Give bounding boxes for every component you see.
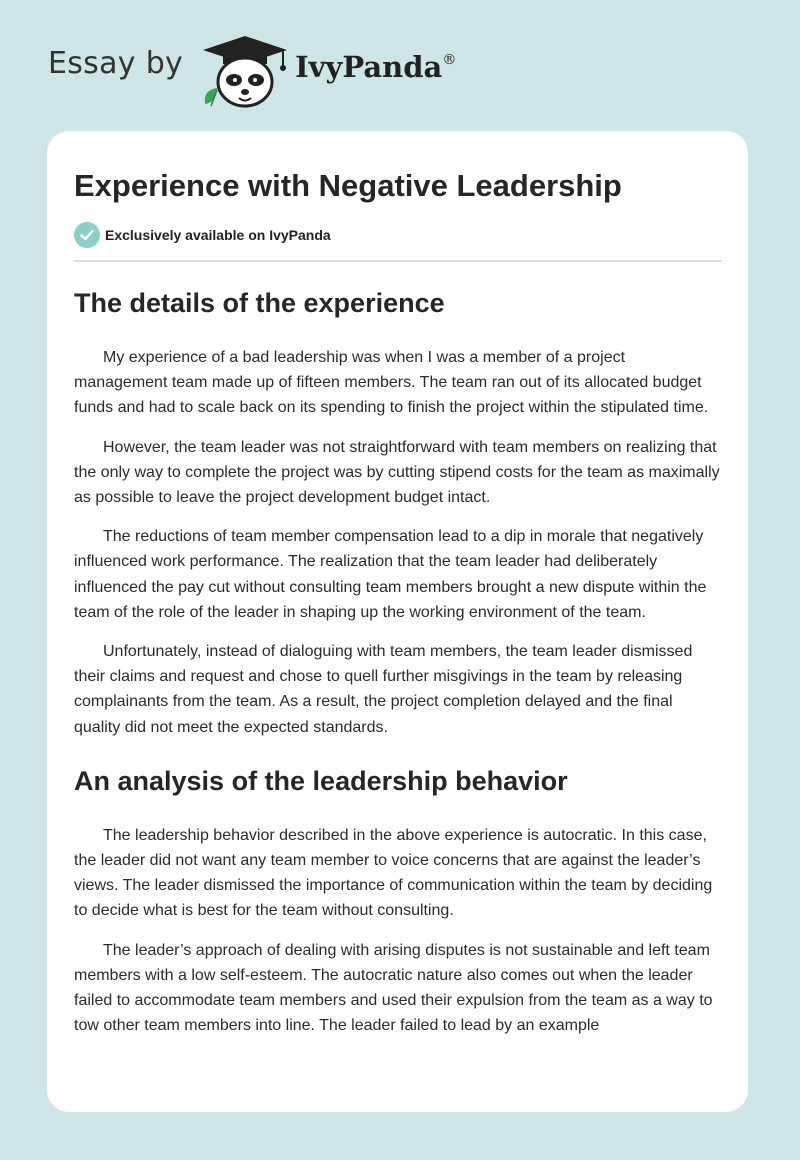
- brand-name[interactable]: IvyPanda®: [295, 50, 457, 84]
- paragraph: The reductions of team member compensation lead to a dip in morale that negatively influenced work performance. The realization that the team leader had deliberately influenced the pay cut without consulting team members brought a new dispute within the team of the role of the leader in shaping up the working environment of the team.: [74, 528, 707, 621]
- essay-by-label: Essay by: [48, 45, 184, 81]
- paragraph: Unfortunately, instead of dialoguing with team members, the team leader dismissed their claims and request and chose to quell further misgivings in the team by releasing complainants from the team. As a result, the project completion delayed and the final quality did not meet the expected standards.: [74, 643, 693, 736]
- panda-graduation-cap-icon[interactable]: [195, 30, 291, 110]
- paragraph: The leadership behavior described in the above experience is autocratic. In this case, the leader did not want any team member to voice concerns that are against the leader’s views. The leader dismissed the importance of communication within the team by deciding to decide what is best for the team without consulting.: [74, 826, 713, 920]
- section-details: [74, 286, 722, 740]
- site-header: [48, 30, 548, 110]
- check-circle-icon: [74, 222, 100, 248]
- section-heading: The details of the experience: [74, 288, 445, 318]
- registered-mark: ®: [442, 52, 457, 68]
- paragraph: The leader’s approach of dealing with arising disputes is not sustainable and left team members with a low self-esteem. The autocratic nature also comes out when the leader failed to accommodate team members and used their expulsion from the team as a way to tow other team members into line. The leader failed to lead by an example: [74, 941, 713, 1035]
- exclusive-badge: [74, 220, 722, 250]
- paragraph: My experience of a bad leadership was when I was a member of a project management team made up of fifteen members. The team ran out of its allocated budget funds and had to scale back on its spending to finish the project within the stipulated time.: [74, 349, 709, 417]
- paragraph: However, the team leader was not straightforward with team members on realizing that the only way to complete the project was by cutting stipend costs for the team as maximally as possible to leave the project development budget intact.: [74, 438, 720, 507]
- article-card: [47, 131, 748, 1112]
- page-title: Experience with Negative Leadership: [74, 168, 622, 203]
- section-analysis: [74, 764, 722, 1039]
- section-heading: An analysis of the leadership behavior: [74, 765, 568, 796]
- badge-label: Exclusively available on IvyPanda: [105, 227, 331, 243]
- divider: [74, 260, 722, 262]
